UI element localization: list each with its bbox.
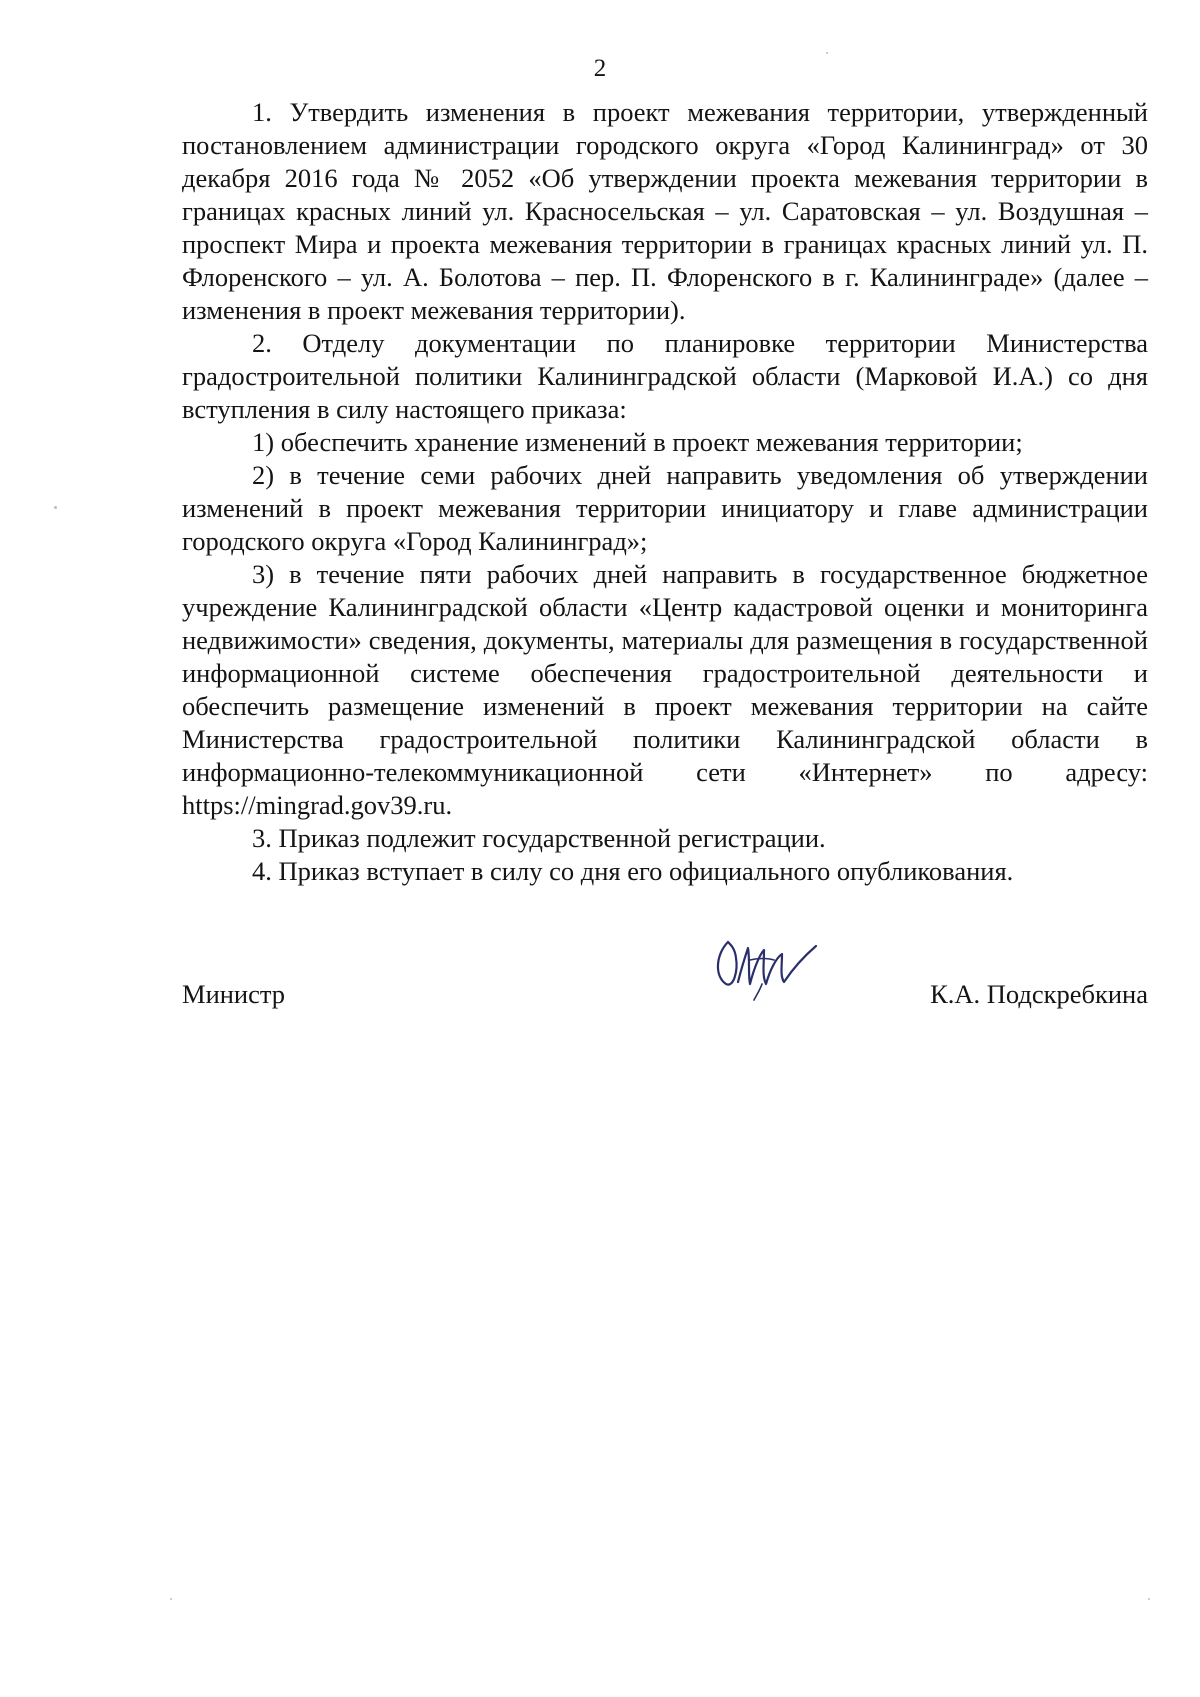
paragraph-subitem-1: 1) обеспечить хранение изменений в проект межевания территории;	[252, 427, 1023, 457]
scan-speck	[170, 1598, 172, 1600]
page-number: 2	[593, 55, 607, 82]
signature-block	[182, 960, 1148, 1050]
handwritten-signature-icon	[704, 924, 824, 1004]
paragraph-item-3: 3. Приказ подлежит государственной регистрации.	[252, 823, 826, 853]
paragraph-item-2: 2. Отделу документации по планировке территории Министерства градостроительной политики Калининградской области (Марковой И.А.) со дня вступления в силу настоящего приказа:	[182, 328, 1148, 424]
scan-speck	[54, 506, 57, 509]
paragraph-subitem-2: 2) в течение семи рабочих дней направить уведомления об утверждении изменений в проект межевания территории инициатору и главе администрации городского округа «Город Калининград»;	[182, 460, 1148, 556]
scan-speck	[826, 52, 828, 54]
signatory-name: К.А. Подскребкина	[930, 979, 1148, 1009]
paragraph-subitem-3: 3) в течение пяти рабочих дней направить в государственное бюджетное учреждение Калининградской области «Центр кадастровой оценки и мониторинга недвижимости» сведения, документы, материалы для размещения в государственной информационной системе обеспечения градостроительной деятельности и обеспечить размещение изменений в проект межевания территории на сайте Министерства градостроительной политики Калининградской области в информационно-телекоммуникационной сети «Интернет» по адресу: https://mingrad.gov39.ru.	[182, 559, 1148, 820]
paragraph-item-1: 1. Утвердить изменения в проект межевания территории, утвержденный постановлением администрации городского округа «Город Калининград» от 30 декабря 2016 года № 2052 «Об утверждении проекта межевания территории в границах красных линий ул. Красносельская – ул. Саратовская – ул. Воздушная – проспект Мира и проекта межевания территории в границах красных линий ул. П. Флоренского – ул. А. Болотова – пер. П. Флоренского в г. Калининграде» (далее – изменения в проект межевания территории).	[182, 97, 1148, 325]
signatory-title: Министр	[182, 979, 286, 1009]
scan-speck	[1148, 1598, 1150, 1600]
document-body	[182, 96, 1148, 888]
paragraph-item-4: 4. Приказ вступает в силу со дня его официального опубликования.	[252, 856, 1014, 886]
